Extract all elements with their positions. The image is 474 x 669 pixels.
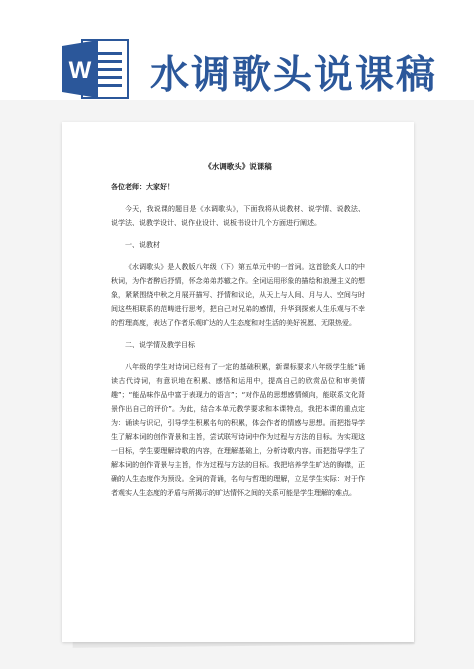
document-body (111, 160, 365, 506)
document-title: 《水调歌头》说课稿 (204, 162, 272, 171)
word-document-icon (62, 38, 132, 100)
paragraph-2: 八年级的学生对诗词已经有了一定的基础积累，新课标要求八年级学生能“诵读古代诗词，有意识地在积累、感悟和运用中，提高自己的欣赏品位和审美情趣”；“能品味作品中富于表现力的语言”；“对作品的思想感情倾向，能联系文化背景作出自己的评价”。为此，结合本单元教学要求和本课特点，我把本课的重点定为：诵读与识记，引导学生积累名句的积累，体会作者的情感与思想。而把指导学生了解本词的创作背景和主旨，尝试联写诗词中作为过程与方法的目标。为实现这一目标，学生要理解诗歌的内容，在理解基础上，分析诗歌内容。而把指导学生了解本词的创作背景与主旨，作为过程与方法的目标。我把培养学生旷达的胸襟，正确的人生态度作为预设。全词的背诵，名句与哲理的理解，立足学生实际：对于作者观实人生态度的矛盾与所揭示的旷达情怀之间的关系可能是学生理解的难点。 (111, 363, 365, 497)
section-heading-2: 二、说学情及教学目标 (125, 341, 195, 349)
header-banner (0, 0, 474, 100)
greeting: 各位老师：大家好！ (111, 183, 174, 191)
intro-paragraph: 今天，我说课的题目是《水调歌头》，下面我将从说教材、说学情、说教法、说学法、说教学设计、说作业设计、说板书设计几个方面进行阐述。 (111, 205, 365, 227)
section-heading-1: 一、说教材 (125, 241, 160, 249)
word-icon-letter: W (68, 57, 92, 84)
page-title: 水调歌头说课稿 (150, 53, 438, 98)
paragraph-1: 《水调歌头》是人教版八年级（下）第五单元中的一首词。这首脍炙人口的中秋词，为作者醉后抒情，怀念弟弟苏辙之作。全词运用形象的描绘和浪漫主义的想象，紧紧围绕中秋之月展开描写、抒情和议论，从天上与人间、月与人、空间与时间这些相联系的范畴进行思考，把自己对兄弟的感情，升华到探索人生乐观与不幸的哲理高度，表达了作者乐观旷达的人生态度和对生活的美好祝愿、无限热爱。 (111, 263, 365, 327)
